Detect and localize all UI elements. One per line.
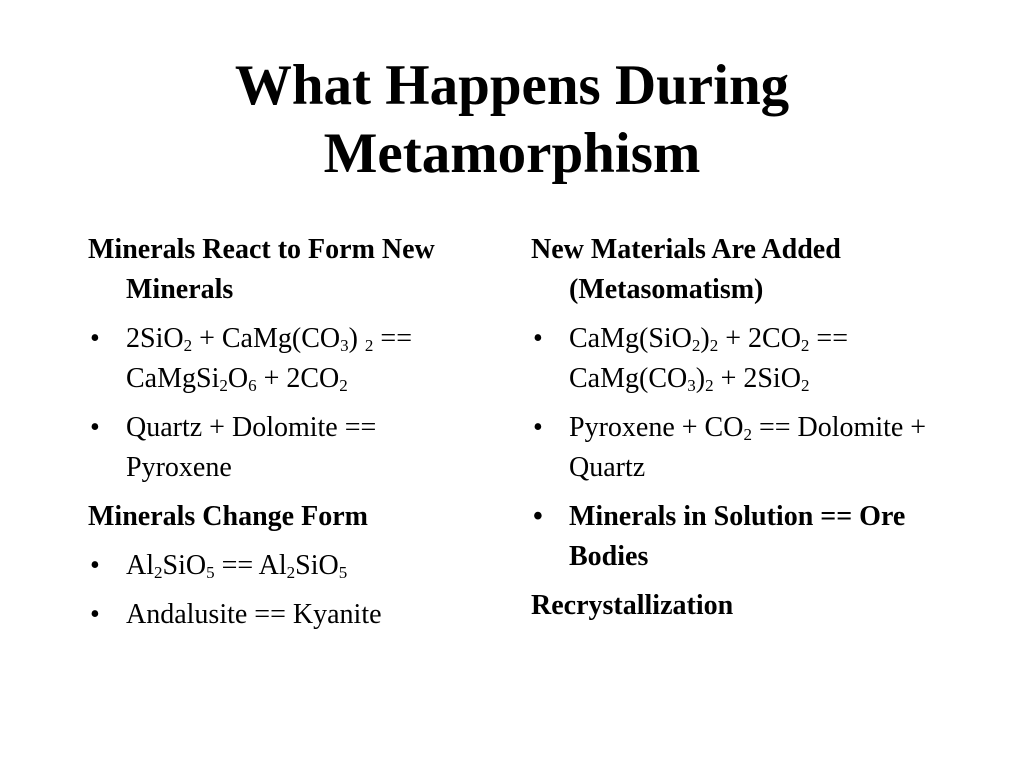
bullet-quartz-dolomite: • Quartz + Dolomite == Pyroxene: [88, 408, 488, 488]
heading-recrystallization: Recrystallization: [531, 590, 734, 621]
bullet-al2sio5-equation: • $Al_2SiO_5 == Al_2SiO_5$: [88, 546, 488, 586]
bullet-reaction-equation: • $2SiO_2 + CaMg(CO_3) _2$ == $CaMgSi_2O_6 + 2CO_2$: [88, 319, 488, 399]
right-column: [531, 230, 931, 635]
title-line-2: Metamorphism: [323, 122, 701, 185]
heading-minerals-react: Minerals React to Form New Minerals: [88, 234, 435, 305]
bullet-metasomatism-equation: • $CaMg(SiO_2)_2 + 2CO_2$ == $CaMg(CO_3)_2 + 2SiO_2$: [531, 319, 931, 399]
left-column: [88, 230, 488, 644]
heading-minerals-change: Minerals Change Form: [88, 501, 368, 532]
bullet-pyroxene-co2: • Pyroxene + $CO_2$ == Dolomite + Quartz: [531, 408, 931, 488]
bullet-ore-bodies: • Minerals in Solution == Ore Bodies: [531, 497, 931, 577]
heading-new-materials: New Materials Are Added (Metasomatism): [531, 234, 841, 305]
title-line-1: What Happens During: [234, 54, 790, 117]
slide-title: [0, 52, 1024, 188]
bullet-andalusite-kyanite: • Andalusite == Kyanite: [88, 595, 488, 635]
